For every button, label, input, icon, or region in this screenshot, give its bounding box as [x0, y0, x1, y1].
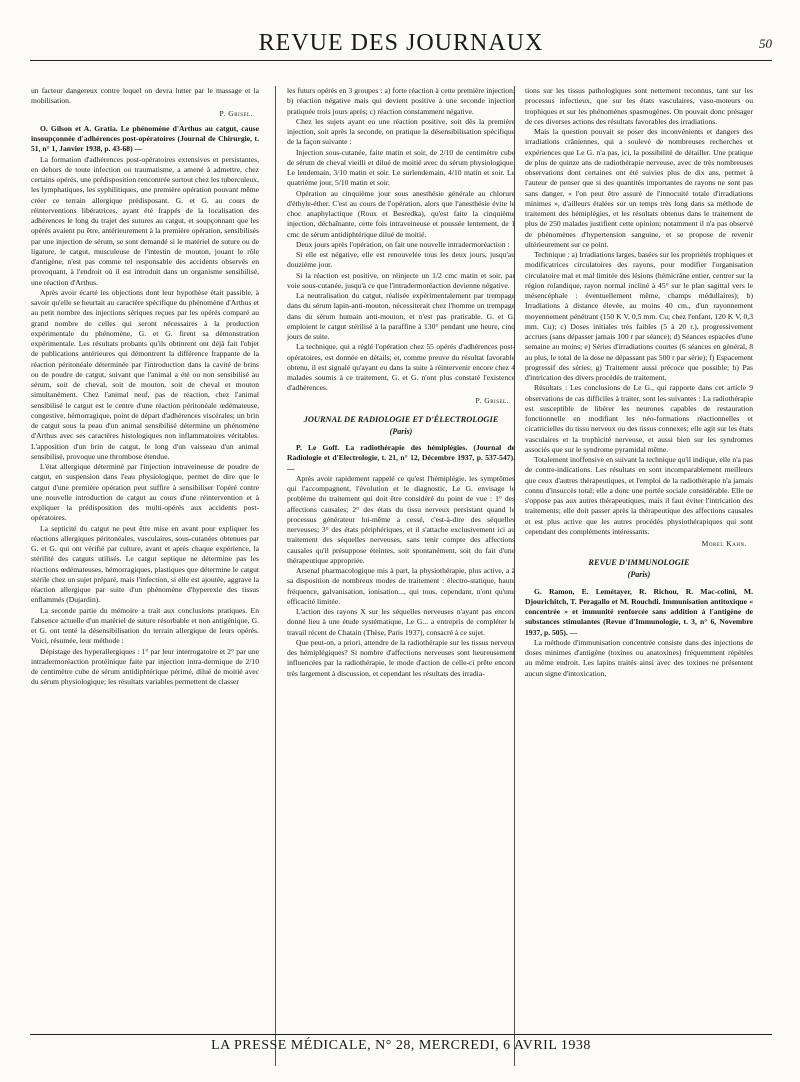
- paragraph: Totalement inoffensive en suivant la technique qu'il indique, elle n'a pas de contre-indications. Les résultats en sont incomparablement meilleurs que ceux d'autres thérapeutiques, et l'emploi de la radiothérapie n'a jamais connu d'insuccès total; elle a donc une portée sociale considérable. Elle ne s'oppose pas aux autres thérapeutiques, mais il faut éviter l'intrication des traitements; elle doit passer après la thérapeutique des affections causales et est plus active que les autres procédés physiothérapiques qui sont cependant des compléments intéressants.: [525, 455, 753, 536]
- column-2: [287, 86, 515, 679]
- running-header: [30, 30, 772, 61]
- column-rule-1: [275, 86, 276, 1066]
- paragraph: La seconde partie du mémoire a trait aux conclusions pratiques. En l'absence actuelle d'un matériel de suture résorbable et non antigénique, G. et G. ont tenté la désensibilisation du terrain allergique de leurs opérés. Voici, résumée, leur méthode :: [31, 605, 259, 646]
- paragraph: les futurs opérés en 3 groupes : a) forte réaction à cette première injection; b) réaction négative mais qui devient positive à une seconde injection pratiquée trois jours après; c) réaction constamment négative.: [287, 86, 515, 116]
- paragraph: Opération au cinquième jour sous anesthésie générale au chlorure d'éthyle-éther. C'est au cours de l'opération, alors que l'anesthésie évite le choc anaphylactique (Roux et Besredka), qu'est faite la cinquième injection, déchaînante, cette fois intraveineuse et poussée lentement, de 1 cmc de sérum antidiphtérique dilué de moitié.: [287, 188, 515, 239]
- author-signature: P. Grisel.: [219, 108, 253, 118]
- section-city: (Paris): [627, 570, 651, 580]
- paragraph: La méthode d'immunisation concentrée consiste dans des injections de doses minimes d'antigène (toxines ou anatoxines) fréquemment répétées au même endroit. Les lapins traités ainsi avec des toxines ne présentent aucun signe d'intoxication,: [525, 637, 753, 678]
- author-signature: Morel Kahn.: [701, 539, 747, 548]
- paragraph: Dépistage des hyperallergiques : 1° par leur interrogatoire et 2° par une intradermoréaction protéinique faite par injection intra-dermique de 2/10 de centimètre cube de sérum antidiphtérique périmé, dilué de moitié avec du sérum physiologique; les résultats variables permettent de classer: [31, 646, 259, 687]
- paragraph: Injection sous-cutanée, faite matin et soir, de 2/10 de centimètre cube de sérum de cheval vieilli et dilué de moitié avec du sérum physiologique. Le lendemain, 3/10 matin et soir. Le surlendemain, 4/10 matin et soir. Le quatrième jour, 5/10 matin et soir.: [287, 147, 515, 188]
- paragraph: Si elle est négative, elle est renouvelée tous les deux jours, jusqu'au douzième jour.: [287, 250, 515, 270]
- paragraph: La neutralisation du catgut, réalisée expérimentalement par trempage dans du sérum lapin-anti-mouton, nécessiterait chez l'homme un trempage dans du sérum humain anti-mouton, et n'est pas praticable. G. et G. emploient le catgut stérilisé à la paraffine à 130° pendant une heure, cinq jours de suite.: [287, 291, 515, 341]
- paragraph: La technique, qui a réglé l'opération chez 55 opérés d'adhérences post-opératoires, est donnée en détails; et, comme preuve du résultat favorable obtenu, il est signalé qu'ayant eu dans la suite à réintervenir encore chez 4 malades soumis à ce traitement, G. et G. n'ont plus constaté l'existence d'adhérences.: [287, 342, 515, 393]
- running-footer: LA PRESSE MÉDICALE, N° 28, MERCREDI, 6 AVRIL 1938: [30, 1034, 772, 1054]
- article-heading: P. Le Goff. La radiothérapie des hémiplégies. (Journal de Radiologie et d'Electrologie, t. 21, n° 12, Décembre 1937, p. 537-547). —: [287, 443, 515, 473]
- paragraph: Deux jours après l'opération, on fait une nouvelle intradermoréaction :: [296, 239, 510, 249]
- paragraph: L'état allergique déterminé par l'injection intraveineuse de poudre de catgut, en suspension dans l'eau physiologique, permet de dire que le catgut d'une première opération peut suffire à sensibiliser l'opéré contre une nouvelle introduction de catgut au cours d'une réintervention et à expliquer la prédisposition des multi-opérés aux accidents post-opératoires.: [31, 462, 259, 523]
- column-1: [31, 86, 259, 688]
- paragraph: Après avoir écarté les objections dont leur hypothèse était passible, à savoir qu'elle se heurtait au caractère spécifique du phénomène d'Arthus et au petit nombre des injections sériques reçues par les opérés comparé au grand nombre de celles qui seront nécessaires à la production expérimentale du phénomène, G. et G. firent sa démonstration expérimentale. Les résultats probants qu'ils obtinrent ont déjà fait l'objet de publications antérieures qui démontrent la différence frappante de la réaction péritonéale déterminée par l'introduction dans la cavité de brins ou de poudre de catgut, suivant que l'animal a été ou non sensibilisé au sérum, soit de cheval, soit de mouton, soit de cheval et mouton simultanément. Chez l'animal neuf, pas de réaction, chez l'animal sensibilisé le catgut est le centre d'une réaction péritonéale œdémateuse, congestive, hémorragique, point de départ d'adhérences viscérales; un brin de catgut sous la peau d'un animal sensibilisé détermine un phénomène d'Arthus avec ses caractères histologiques non inflammatoires véritables. L'apposition d'un brin de catgut, le long d'un vaisseau d'un animal sensibilisé, provoque une thrombose étendue.: [31, 287, 259, 461]
- paragraph: Technique : a) Irradiations larges, basées sur les propriétés trophiques et modificatrices circulatoires des rayons, pour modifier l'organisation circulatoire mal et mal limitée des lésions (hémicrâne entier, centrer sur la région rolandique, rayon normal incliné à 45° sur le plan sagittal vers le mésencéphale : éventuellement même, champs médullaires); b) Irradiations à distance élevée, au moins 40 cm., d'un rayonnement moyennement pénétrant (150 K V, 0,5 mm. Cu; chez l'enfant, 120 K V, 0,3 mm. Cu); c) Doses initiales très faibles (5 à 20 r.), progressivement accrues (sans dépasser jamais 100 r par séance); d) Séances espacées d'une semaine au moins; e) Séries d'irradiations courtes (6 séances en général, 8 au plus, le total de la dose ne dépassant pas 500 r par série); f) Espacement progressif des séries; g) Traitement aussi précoce que possible; h) Pas d'intrication des divers procédés de traitement.: [525, 250, 753, 382]
- paragraph: La septicité du catgut ne peut être mise en avant pour expliquer les réactions allergiques péritonéales, vasculaires, sous-cutanées obtenues par G. et G. qui ont vérifié par culture, avant et après chaque expérience, la stérilité des catguts utilisés. Le catgut septique ne détermine pas les réactions œdémateuses, hémorragiques, plastiques que détermine le catgut stérile chez un sujet préparé, mais l'infection, si elle est ajoutée, aggrave la réaction allergique par suite d'un phénomène d'hyperexie des tissus enflammés (Dujardin).: [31, 523, 259, 605]
- paragraph: La formation d'adhérences post-opératoires extensives et persistantes, en dehors de toute infection ou traumatisme, a amené à admettre, chez certains opérés, une prédisposition rencontrée surtout chez les tuberculeux, les lymphatiques, les syphilitiques, une première opération pouvant même créer ce terrain allergique prédisposant. G. et G. au cours de réinterventions libératrices, ayant été frappés de la localisation des adhérences le long du trajet des sutures au catgut, et soupçonnant que les opérés avaient pu être, antérieurement à la première opération, sensibilisés par une injection de sérum, se sont demandé si le matériel de suture ou de ligature, le catgut, musculeuse de l'intestin de mouton, jouant le rôle d'antigène, n'est pas comme tel responsable des accidents observés en provoquant, à l'endroit où il est introduit dans un organisme sensibilisé, une réaction d'Arthus.: [31, 154, 259, 287]
- journal-section-title: REVUE DES JOURNAUX: [258, 30, 544, 56]
- column-3: [525, 86, 753, 679]
- paragraph: L'action des rayons X sur les séquelles nerveuses n'ayant pas encore donné lieu à une étude systématique, Le G... a entrepris de compléter le travail récent de Chatain (Thèse, Paris 1937), consacré à ce sujet.: [287, 607, 515, 637]
- section-heading: JOURNAL DE RADIOLOGIE ET D'ÉLECTROLOGIE: [303, 414, 499, 424]
- paragraph: Résultats : Les conclusions de Le G., qui rapporte dans cet article 9 observations de cas difficiles à traiter, sont les suivantes : La radiothérapie est susceptible de libérer les neurones capables de restauration fonctionnelle en modifiant les néo-formations réactionnelles et cicatricielles du tissu nerveux ou des tissus connexes; elle agit sur les états vasculaires et la trophicité nerveuse, et aussi bien sur les syndromes associés que sur le syndrome pyramidal même.: [525, 383, 753, 454]
- page-number: 50: [759, 36, 772, 51]
- paragraph: Que peut-on, a priori, attendre de la radiothérapie sur les tissus nerveux des hémiplégiques? Si nombre d'affections nerveuses sont heureusement influencées par la radiothérapie, le mode d'action de celle-ci prête encore très largement à discussion, et cependant les résultats des irradia-: [287, 637, 515, 678]
- paragraph: Mais la question pouvait se poser des inconvénients et dangers des irradiations crâniennes, qui a soulevé de nombreuses recherches et expériences que Le G. n'a pas, ici, la possibilité de détailler. Une pratique de plus de quinze ans de radiothérapie nerveuse, avec de très nombreuses observations dont certaines ont été suivies plus de dix ans, permet à l'auteur de penser que si des quantités importantes de rayons ne sont pas sans danger, « l'on peut être assuré de l'innocuité totale d'irradiations minimes », d'ailleurs étalées sur un temps très long dans sa méthode de traitement des hémiplégies, et les résultats obtenus dans le traitement de plus de 250 malades justifient cette opinion; notamment il n'a pas observé de phénomènes d'hypertension sanguine, et se propose de revenir ultérieurement sur ce point.: [525, 127, 753, 249]
- section-heading: REVUE D'IMMUNOLOGIE: [588, 558, 690, 568]
- paragraph: Arsenal pharmacologique mis à part, la physiothérapie, plus active, a à sa disposition de nombreux modes de traitement : électro-statique, haute fréquence, galvanisation, ionisation..., qui tous, cependant, n'ont qu'une efficacité limitée.: [287, 566, 515, 606]
- paragraph: tions sur les tissus pathologiques sont nettement reconnus, tant sur les processus infectieux, que sur les états vasculaires, vaso-moteurs ou trophiques et sur les phénomènes spasmogènes. On pouvait donc présager de ces diverses actions des résultats favorables des irradiations.: [525, 86, 753, 126]
- paragraph: Si la réaction est positive, on réinjecte un 1/2 cmc matin et soir, par voie sous-cutanée, jusqu'à ce que l'intradermoréaction devienne négative.: [287, 270, 515, 290]
- paragraph: Chez les sujets ayant eu une réaction positive, soit dès la première injection, soit après la seconde, on pratique la désensibilisation spécifique de la façon suivante :: [287, 116, 515, 147]
- article-heading: O. Gilson et A. Gratia. Le phénomène d'Arthus au catgut, cause insoupçonnée d'adhérences post-opératoires (Journal de Chirurgie, t. 51, n° 1, Janvier 1938, p. 43-68) —: [31, 123, 259, 154]
- author-signature: P. Grisel.: [475, 395, 509, 405]
- article-heading: G. Ramon, E. Lemétayer, R. Richou, R. Mac-colini, M. Djourichitch, T. Peragallo et M. Rouchdi. Immunisation antitoxique « concentrée » et immunité renforcée sans addition à l'antigène de substances stimulantes (Revue d'Immunologie, t. 3, n° 6, Novembre 1937, p. 505). —: [525, 586, 753, 637]
- paragraph: Après avoir rapidement rappelé ce qu'est l'hémiplégie, les symptômes qui l'accompagnent, l'évolution et le diagnostic, Le G. envisage le problème du traitement qui doit être considéré du point de vue : 1° des affections causales; 2° des états du tissu nerveux persistant quand le processus générateur lui-même a cessé, c'est-à-dire des séquelles nerveuses; 3° des états périphériques, et il s'attache exclusivement ici au traitement des séquelles nerveuses, sans tenir compte des affections causales qu'il présuppose éteintes, soit spontanément, soit du fait d'une thérapeutique appropriée.: [287, 473, 515, 565]
- section-city: (Paris): [389, 426, 413, 436]
- paragraph: un facteur dangereux contre lequel on devra lutter par le massage et la mobilisation.: [31, 86, 259, 106]
